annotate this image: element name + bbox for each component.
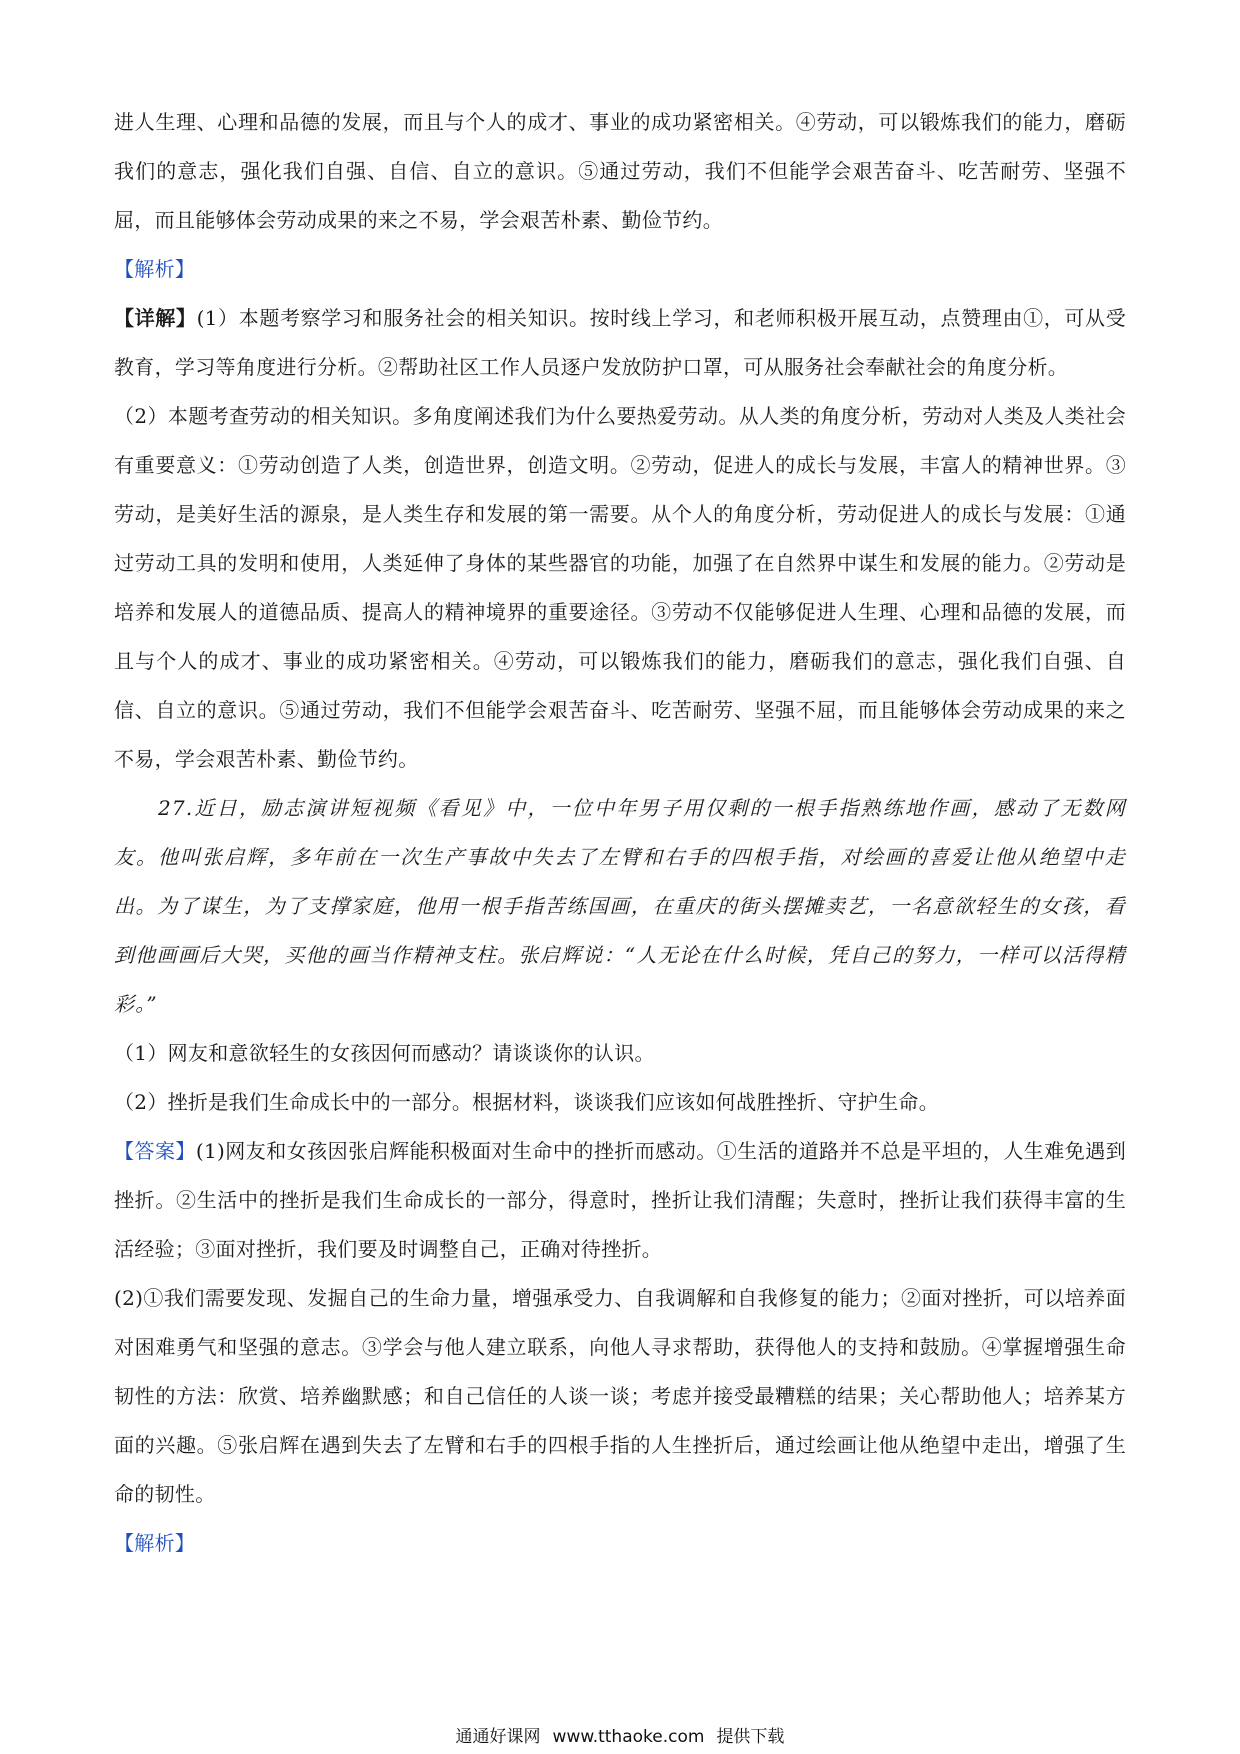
page-content [114,98,1126,1568]
detail-paragraph-2: （2）本题考查劳动的相关知识。多角度阐述我们为什么要热爱劳动。从人类的角度分析，劳动对人类及人类社会有重要意义：①劳动创造了人类，创造世界，创造文明。②劳动，促进人的成长与发展，丰富人的精神世界。③劳动，是美好生活的源泉，是人类生存和发展的第一需要。从个人的角度分析，劳动促进人的成长与发展：①通过劳动工具的发明和使用，人类延伸了身体的某些器官的功能，加强了在自然界中谋生和发展的能力。②劳动是培养和发展人的道德品质、提高人的精神境界的重要途径。③劳动不仅能够促进人生理、心理和品德的发展，而且与个人的成才、事业的成功紧密相关。④劳动，可以锻炼我们的能力，磨砺我们的意志，强化我们自强、自信、自立的意识。⑤通过劳动，我们不但能学会艰苦奋斗、吃苦耐劳、坚强不屈，而且能够体会劳动成果的来之不易，学会艰苦朴素、勤俭节约。 [114,404,1126,771]
detail-text-1: (1）本题考察学习和服务社会的相关知识。按时线上学习，和老师积极开展互动，点赞理由①，可从受教育，学习等角度进行分析。②帮助社区工作人员逐户发放防护口罩，可从服务社会奉献社会的角度分析。 [114,306,1127,379]
analysis-heading [114,245,1126,294]
question-27-part-1: （1）网友和意欲轻生的女孩因何而感动？请谈谈你的认识。 [114,1041,655,1065]
question-27-part-2: （2）挫折是我们生命成长中的一部分。根据材料，谈谈我们应该如何战胜挫折、守护生命。 [114,1090,940,1114]
footer-site-name: 通通好课网 [455,1727,541,1747]
footer-suffix: 提供下载 [716,1727,785,1747]
detail-paragraph-1 [114,294,1126,392]
analysis-label-2: 【解析】 [114,1531,196,1555]
page-footer [0,1722,1240,1747]
answer-text-1: (1)网友和女孩因张启辉能积极面对生命中的挫折而感动。①生活的道路并不总是平坦的，人生难免遇到挫折。②生活中的挫折是我们生命成长的一部分，得意时，挫折让我们清醒；失意时，挫折让我们获得丰富的生活经验；③面对挫折，我们要及时调整自己，正确对待挫折。 [114,1139,1126,1261]
detail-label: 【详解】 [114,306,197,330]
answer-label: 【答案】 [114,1139,196,1163]
answer-paragraph-2: (2)①我们需要发现、发掘自己的生命力量，增强承受力、自我调解和自我修复的能力；②面对挫折，可以培养面对困难勇气和坚强的意志。③学会与他人建立联系，向他人寻求帮助，获得他人的支持和鼓励。④掌握增强生命韧性的方法：欣赏、培养幽默感；和自己信任的人谈一谈；考虑并接受最糟糕的结果；关心帮助他人；培养某方面的兴趣。⑤张启辉在遇到失去了左臂和右手的四根手指的人生挫折后，通过绘画让他从绝望中走出，增强了生命的韧性。 [114,1286,1126,1506]
analysis-heading-2 [114,1519,1126,1568]
answer-paragraph-1 [114,1127,1126,1274]
footer-url[interactable]: www.tthaoke.com [552,1727,705,1747]
question-27-stem: 27.近日，励志演讲短视频《看见》中，一位中年男子用仅剩的一根手指熟练地作画，感动了无数网友。他叫张启辉，多年前在一次生产事故中失去了左臂和右手的四根手指，对绘画的喜爱让他从绝望中走出。为了谋生，为了支撑家庭，他用一根手指苦练国画，在重庆的街头摆摊卖艺，一名意欲轻生的女孩，看到他画画后大哭，买他的画当作精神支柱。张启辉说：“人无论在什么时候，凭自己的努力，一样可以活得精彩。” [114,796,1126,1016]
analysis-label: 【解析】 [114,257,196,281]
continued-paragraph: 进人生理、心理和品德的发展，而且与个人的成才、事业的成功紧密相关。④劳动，可以锻炼我们的能力，磨砺我们的意志，强化我们自强、自信、自立的意识。⑤通过劳动，我们不但能学会艰苦奋斗、吃苦耐劳、坚强不屈，而且能够体会劳动成果的来之不易，学会艰苦朴素、勤俭节约。 [114,110,1126,232]
